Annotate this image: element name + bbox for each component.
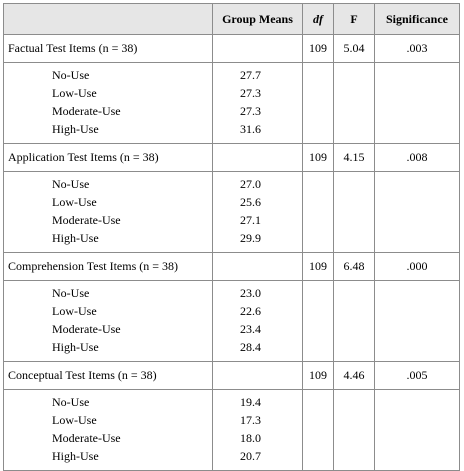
group-mean: 29.9 [240, 231, 261, 245]
group-mean: 28.4 [240, 340, 261, 354]
section-label: Application Test Items (n = 38) [4, 144, 213, 172]
empty-cell [375, 390, 460, 471]
empty-cell [334, 281, 375, 362]
group-name: High-Use [52, 449, 99, 463]
empty-cell [334, 390, 375, 471]
header-row [4, 4, 460, 35]
group-mean: 19.4 [240, 395, 261, 409]
group-name: High-Use [52, 122, 99, 136]
empty-cell [375, 281, 460, 362]
section-row-conceptual [4, 362, 460, 390]
header-significance: Significance [375, 4, 460, 35]
group-name: No-Use [52, 286, 90, 300]
section-label: Factual Test Items (n = 38) [4, 35, 213, 63]
group-mean: 27.0 [240, 177, 261, 191]
empty-cell [303, 390, 334, 471]
group-names-cell [4, 390, 213, 471]
group-name: Low-Use [52, 413, 97, 427]
group-means-cell [213, 281, 303, 362]
results-table [3, 3, 460, 471]
section-body-factual [4, 63, 460, 144]
section-significance: .005 [375, 362, 460, 390]
group-mean: 27.7 [240, 68, 261, 82]
group-mean: 22.6 [240, 304, 261, 318]
empty-cell [375, 172, 460, 253]
group-name: Low-Use [52, 86, 97, 100]
group-mean: 27.3 [240, 104, 261, 118]
group-mean: 18.0 [240, 431, 261, 445]
group-mean: 23.0 [240, 286, 261, 300]
group-means-cell [213, 390, 303, 471]
group-mean: 31.6 [240, 122, 261, 136]
empty-cell [303, 172, 334, 253]
group-mean: 23.4 [240, 322, 261, 336]
section-significance: .008 [375, 144, 460, 172]
section-mean-empty [213, 253, 303, 281]
section-df: 109 [303, 144, 334, 172]
group-means-cell [213, 63, 303, 144]
group-names-cell [4, 281, 213, 362]
header-group-means: Group Means [213, 4, 303, 35]
empty-cell [375, 63, 460, 144]
header-blank [4, 4, 213, 35]
group-name: High-Use [52, 231, 99, 245]
group-mean: 27.1 [240, 213, 261, 227]
empty-cell [303, 281, 334, 362]
empty-cell [334, 63, 375, 144]
section-row-factual [4, 35, 460, 63]
section-mean-empty [213, 35, 303, 63]
section-significance: .000 [375, 253, 460, 281]
group-names-cell [4, 63, 213, 144]
section-f: 6.48 [334, 253, 375, 281]
header-df: df [303, 4, 334, 35]
section-f: 4.46 [334, 362, 375, 390]
group-mean: 17.3 [240, 413, 261, 427]
group-means-cell [213, 172, 303, 253]
section-label: Comprehension Test Items (n = 38) [4, 253, 213, 281]
section-mean-empty [213, 144, 303, 172]
section-df: 109 [303, 35, 334, 63]
group-names-cell [4, 172, 213, 253]
group-name: No-Use [52, 395, 90, 409]
header-f: F [334, 4, 375, 35]
group-name: Moderate-Use [52, 213, 121, 227]
section-body-comprehension [4, 281, 460, 362]
group-mean: 27.3 [240, 86, 261, 100]
section-body-conceptual [4, 390, 460, 471]
group-name: Low-Use [52, 195, 97, 209]
group-name: Moderate-Use [52, 322, 121, 336]
section-df: 109 [303, 362, 334, 390]
section-row-comprehension [4, 253, 460, 281]
section-mean-empty [213, 362, 303, 390]
group-mean: 25.6 [240, 195, 261, 209]
group-name: No-Use [52, 68, 90, 82]
section-f: 5.04 [334, 35, 375, 63]
section-f: 4.15 [334, 144, 375, 172]
group-name: Low-Use [52, 304, 97, 318]
section-body-application [4, 172, 460, 253]
empty-cell [334, 172, 375, 253]
section-significance: .003 [375, 35, 460, 63]
empty-cell [303, 63, 334, 144]
section-df: 109 [303, 253, 334, 281]
group-mean: 20.7 [240, 449, 261, 463]
section-label: Conceptual Test Items (n = 38) [4, 362, 213, 390]
group-name: Moderate-Use [52, 431, 121, 445]
group-name: High-Use [52, 340, 99, 354]
group-name: Moderate-Use [52, 104, 121, 118]
group-name: No-Use [52, 177, 90, 191]
section-row-application [4, 144, 460, 172]
